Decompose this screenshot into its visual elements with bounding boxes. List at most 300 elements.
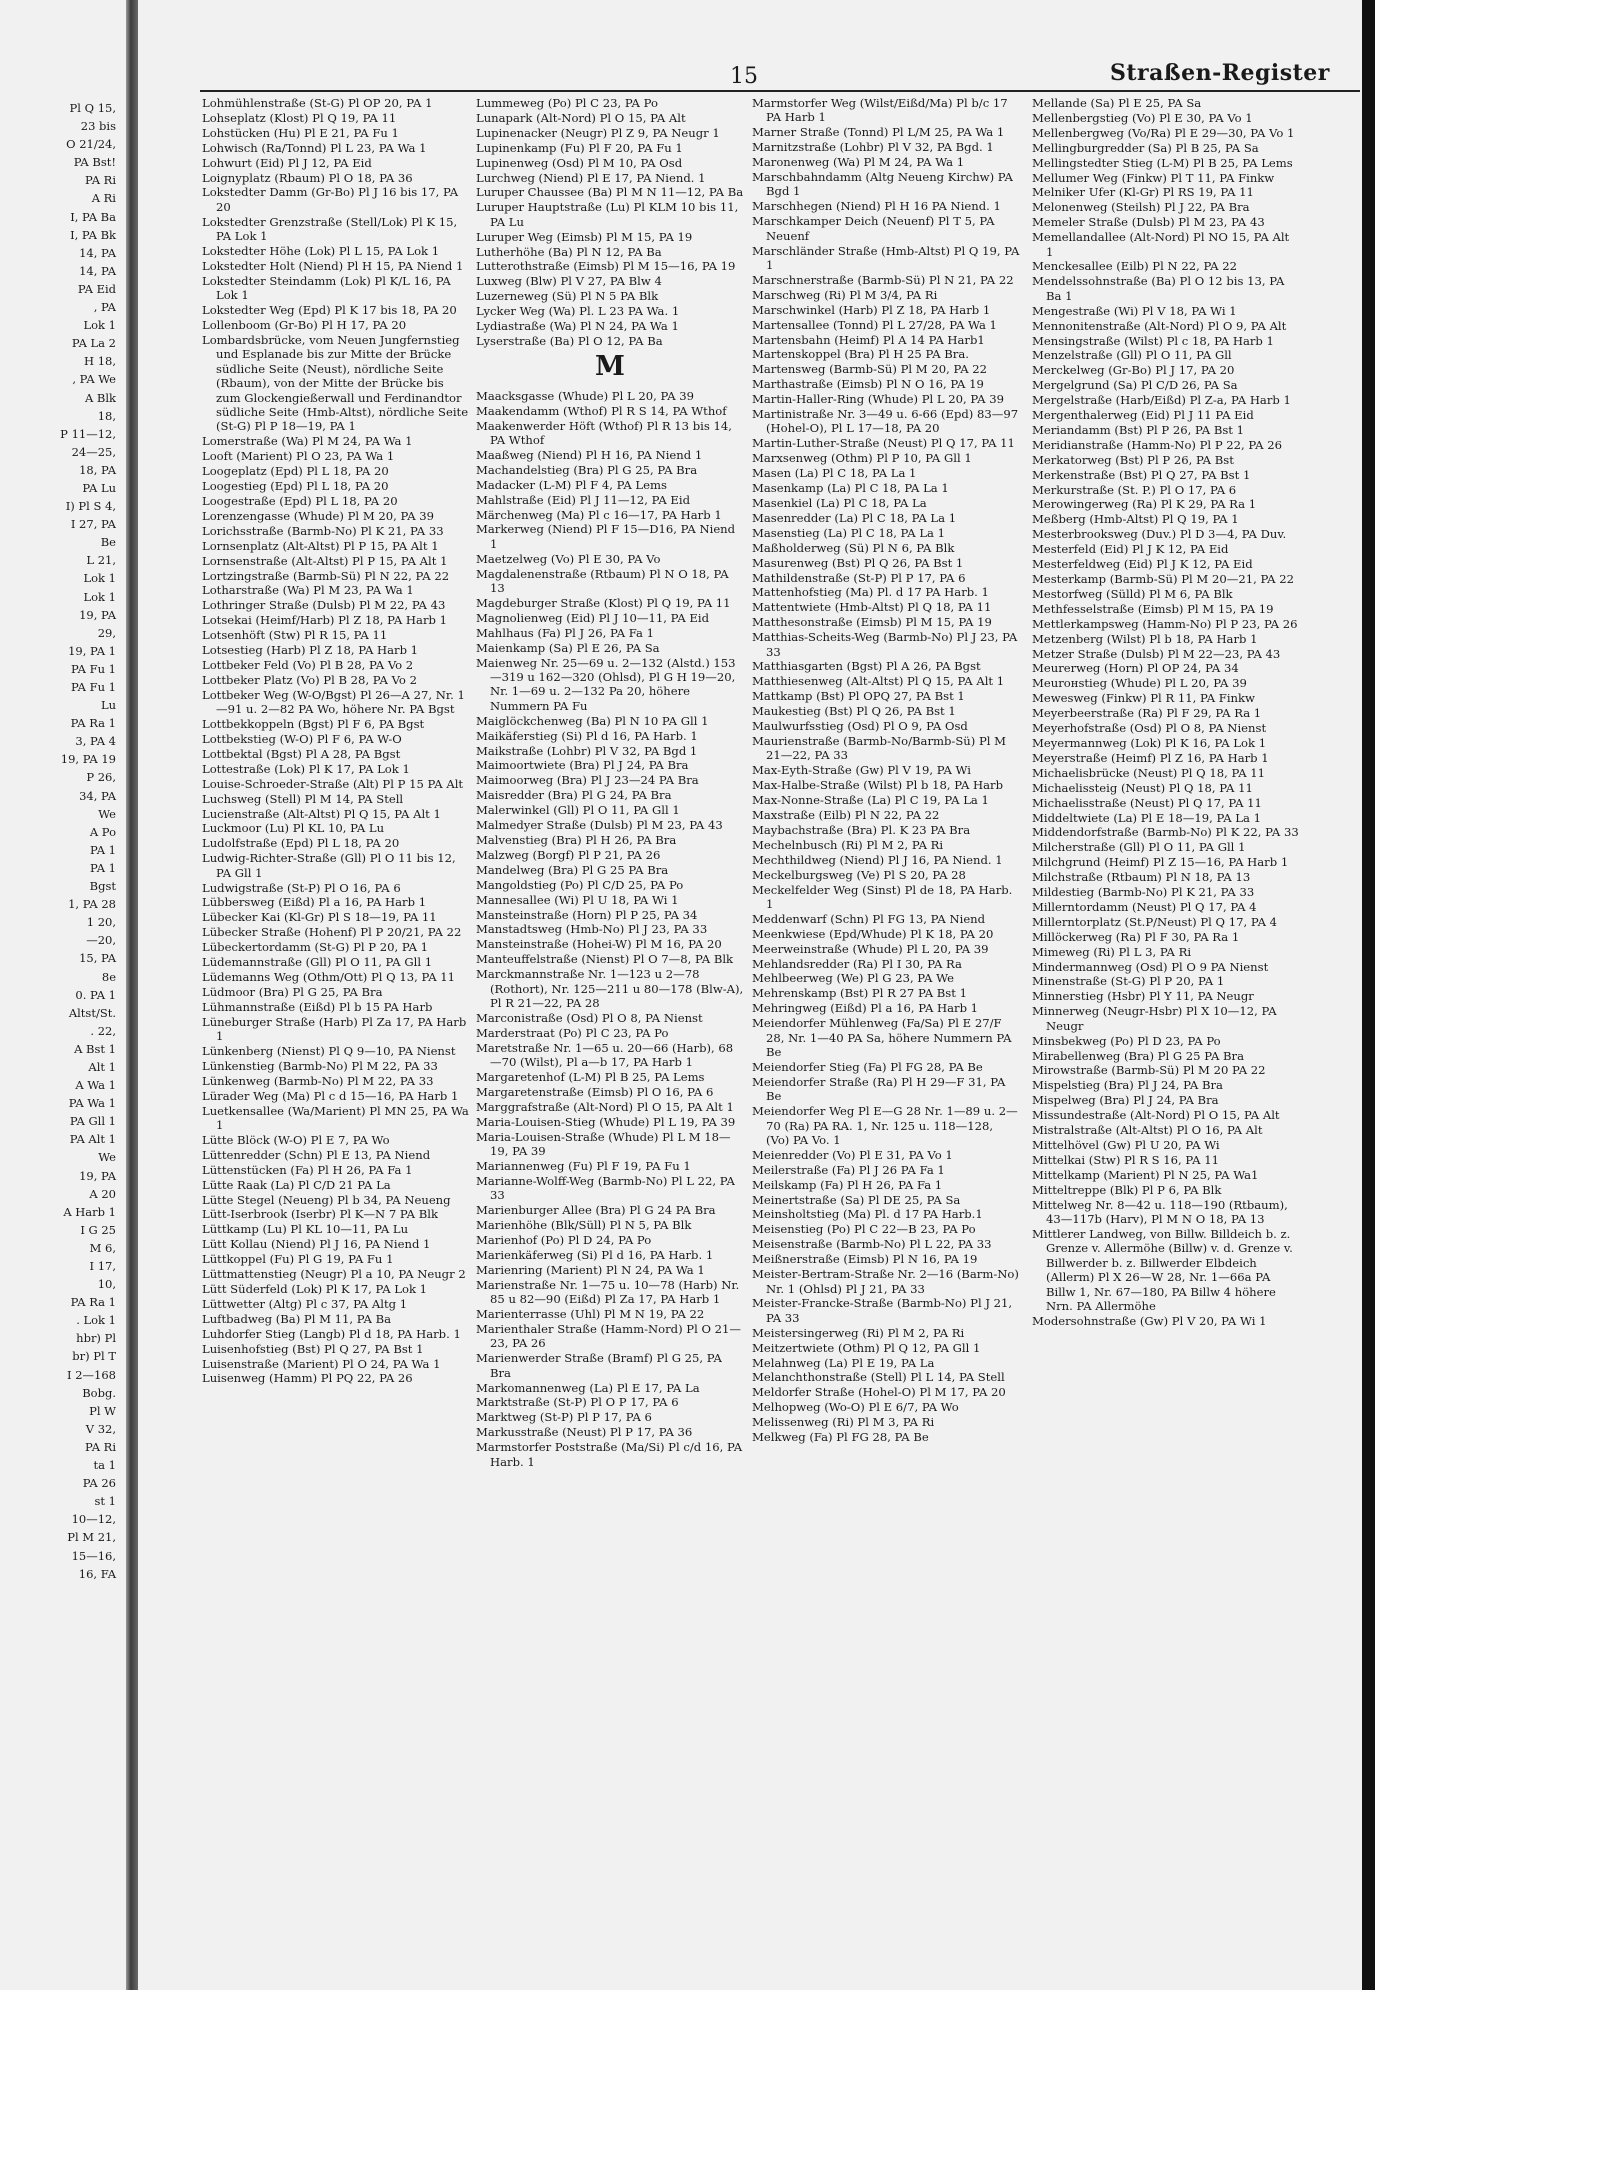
street-entry: Mittelhövel (Gw) Pl U 20, PA Wi xyxy=(1032,1137,1220,1152)
street-entry: Meckelburgsweg (Ve) Pl S 20, PA 28 xyxy=(752,867,966,882)
street-entry: Maukestieg (Bst) Pl Q 26, PA Bst 1 xyxy=(752,704,956,719)
header-rule xyxy=(200,90,1360,92)
street-entry: Merkurstraße (St. P.) Pl O 17, PA 6 xyxy=(1032,482,1237,497)
street-entry: Martinistraße Nr. 3—49 u. 6-66 (Epd) 83—97 (Hohel-O), Pl L 17—18, PA 20 xyxy=(752,407,1019,436)
fragment-line: 19, PA xyxy=(79,607,116,622)
street-entry: Machandelstieg (Bra) Pl G 25, PA Bra xyxy=(476,462,698,477)
street-entry: Maimoorweg (Bra) Pl J 23—24 PA Bra xyxy=(476,773,699,788)
street-entry: Mahlhaus (Fa) Pl J 26, PA Fa 1 xyxy=(476,625,655,640)
street-entry: Maikstraße (Lohbr) Pl V 32, PA Bgd 1 xyxy=(476,743,698,758)
fragment-line: We xyxy=(98,1150,116,1165)
street-entry: Lühmannstraße (Eißd) Pl b 15 PA Harb xyxy=(202,999,433,1014)
fragment-line: PA 1 xyxy=(90,860,116,875)
street-entry: Marschbahndamm (Altg Neueng Kirchw) PA Bgd 1 xyxy=(752,170,1013,199)
fragment-line: PA 1 xyxy=(90,842,116,857)
street-entry: Luhdorfer Stieg (Langb) Pl d 18, PA Harb. 1 xyxy=(202,1326,461,1341)
street-entry: Merckelweg (Gr-Bo) Pl J 17, PA 20 xyxy=(1032,363,1235,378)
fragment-line: 10, xyxy=(97,1277,116,1292)
street-entry: Meiendorfer Weg Pl E—G 28 Nr. 1—89 u. 2—70 (Ra) PA RA. 1, Nr. 125 u. 118—128, (Vo) PA Vo. 1 xyxy=(752,1104,1018,1147)
street-entry: Meistersingerweg (Ri) Pl M 2, PA Ri xyxy=(752,1325,965,1340)
street-entry: Lutherhöhe (Ba) Pl N 12, PA Ba xyxy=(476,244,662,259)
street-entry: Meyerhofstraße (Osd) Pl O 8, PA Nienst xyxy=(1032,721,1267,736)
street-entry: Maikäferstieg (Si) Pl d 16, PA Harb. 1 xyxy=(476,728,698,743)
street-entry: Masenkamp (La) Pl C 18, PA La 1 xyxy=(752,481,949,496)
fragment-line: PA Wa 1 xyxy=(68,1096,116,1111)
fragment-line: PA Ri xyxy=(85,173,116,188)
street-entry: Lortzingstraße (Barmb-Sü) Pl N 22, PA 22 xyxy=(202,568,450,583)
street-entry: Lohwurt (Eid) Pl J 12, PA Eid xyxy=(202,155,372,170)
street-entry: Mahlstraße (Eid) Pl J 11—12, PA Eid xyxy=(476,492,691,507)
column-2 xyxy=(476,96,744,1469)
fragment-line: PA Ri xyxy=(85,1439,116,1454)
street-entry: Lucienstraße (Alt-Altst) Pl Q 15, PA Alt 1 xyxy=(202,806,441,821)
street-entry: Mangoldstieg (Po) Pl C/D 25, PA Po xyxy=(476,877,684,892)
street-entry: Mehrenskamp (Bst) Pl R 27 PA Bst 1 xyxy=(752,986,967,1001)
fragment-line: 14, PA xyxy=(79,245,116,260)
fragment-line: 1, PA 28 xyxy=(68,897,116,912)
fragment-line: Pl M 21, xyxy=(67,1530,116,1545)
street-entry: Memeler Straße (Dulsb) Pl M 23, PA 43 xyxy=(1032,215,1265,230)
street-entry: Lokstedter Steindamm (Lok) Pl K/L 16, PA Lok 1 xyxy=(202,273,451,303)
fragment-line: A 20 xyxy=(89,1186,116,1201)
street-entry: Maronenweg (Wa) Pl M 24, PA Wa 1 xyxy=(752,155,965,170)
street-entry: Mesterfeld (Eid) Pl J K 12, PA Eid xyxy=(1032,542,1229,557)
fragment-line: I 27, PA xyxy=(70,517,116,532)
page-edge xyxy=(1362,0,1375,1990)
street-entry: Luisenhofstieg (Bst) Pl Q 27, PA Bst 1 xyxy=(202,1341,424,1356)
register-title: Straßen-Register xyxy=(1110,60,1330,86)
street-entry: Lottestraße (Lok) Pl K 17, PA Lok 1 xyxy=(202,761,410,776)
street-entry: Methfesselstraße (Eimsb) Pl M 15, PA 19 xyxy=(1032,601,1274,616)
street-entry: Minenstraße (St-G) Pl P 20, PA 1 xyxy=(1032,974,1225,989)
street-entry: Lohstücken (Hu) Pl E 21, PA Fu 1 xyxy=(202,125,399,140)
street-entry: Mirowstraße (Barmb-Sü) Pl M 20 PA 22 xyxy=(1032,1063,1266,1078)
street-entry: Mittelkai (Stw) Pl R S 16, PA 11 xyxy=(1032,1152,1219,1167)
street-entry: Mimeweg (Ri) Pl L 3, PA Ri xyxy=(1032,944,1192,959)
street-entry: Marianne-Wolff-Weg (Barmb-No) Pl L 22, PA 33 xyxy=(476,1173,735,1203)
street-entry: Lüttkoppel (Fu) Pl G 19, PA Fu 1 xyxy=(202,1252,394,1267)
street-entry: Mettlerkampsweg (Hamm-No) Pl P 23, PA 26 xyxy=(1032,616,1298,631)
fragment-line: PA Alt 1 xyxy=(69,1132,116,1147)
street-entry: Marconistraße (Osd) Pl O 8, PA Nienst xyxy=(476,1010,703,1025)
street-entry: Lübbersweg (Eißd) Pl a 16, PA Harb 1 xyxy=(202,895,427,910)
street-entry: Melhopweg (Wo-O) Pl E 6/7, PA Wo xyxy=(752,1400,959,1415)
street-entry: Lottbeker Weg (W-O/Bgst) Pl 26—A 27, Nr. 1—91 u. 2—82 PA Wo, höhere Nr. PA Bgst xyxy=(202,687,465,717)
street-entry: Martensbahn (Heimf) Pl A 14 PA Harb1 xyxy=(752,332,985,347)
fragment-line: I G 25 xyxy=(80,1222,116,1237)
street-entry: Mellingstedter Stieg (L-M) Pl B 25, PA Lems xyxy=(1032,155,1293,170)
column-1 xyxy=(202,96,470,1386)
fragment-line: Be xyxy=(100,535,116,550)
street-entry: Meckelfelder Weg (Sinst) Pl de 18, PA Harb. 1 xyxy=(752,882,1013,911)
street-entry: Mannesallee (Wi) Pl U 18, PA Wi 1 xyxy=(476,892,679,907)
street-entry: Meilskamp (Fa) Pl H 26, PA Fa 1 xyxy=(752,1177,943,1192)
fragment-line: PA Fu 1 xyxy=(70,680,116,694)
fragment-line: A Wa 1 xyxy=(75,1078,116,1093)
street-entry: Mathildenstraße (St-P) Pl P 17, PA 6 xyxy=(752,570,966,585)
fragment-line: I, PA Bk xyxy=(70,227,116,242)
fragment-line: . Lok 1 xyxy=(76,1313,116,1328)
column-4 xyxy=(1032,96,1300,1329)
street-entry: Merkatorweg (Bst) Pl P 26, PA Bst xyxy=(1032,452,1234,467)
street-entry: Lütt Süderfeld (Lok) Pl K 17, PA Lok 1 xyxy=(202,1282,428,1296)
street-entry: Loogestieg (Epd) Pl L 18, PA 20 xyxy=(202,479,389,494)
street-entry: Middendorfstraße (Barmb-No) Pl K 22, PA 33 xyxy=(1032,825,1299,840)
street-entry: Mirabellenweg (Bra) Pl G 25 PA Bra xyxy=(1032,1048,1245,1063)
fragment-line: PA Fu 1 xyxy=(70,661,116,676)
fragment-line: br) Pl T xyxy=(72,1349,116,1364)
street-entry: Marthastraße (Eimsb) Pl N O 16, PA 19 xyxy=(752,377,984,392)
street-entry: Lotsenhöft (Stw) Pl R 15, PA 11 xyxy=(202,628,388,643)
street-entry: Luisenweg (Hamm) Pl PQ 22, PA 26 xyxy=(202,1371,413,1386)
street-entry: Meienredder (Vo) Pl E 31, PA Vo 1 xyxy=(752,1147,953,1162)
street-entry: Marienhof (Po) Pl D 24, PA Po xyxy=(476,1232,652,1247)
street-entry: Meriandamm (Bst) Pl P 26, PA Bst 1 xyxy=(1032,422,1245,437)
fragment-line: Bobg. xyxy=(82,1385,116,1400)
street-entry: Mendelssohnstraße (Ba) Pl O 12 bis 13, PA Ba 1 xyxy=(1032,274,1285,303)
street-entry: Masurenweg (Bst) Pl Q 26, PA Bst 1 xyxy=(752,555,964,570)
street-entry: Mitteltreppe (Blk) Pl P 6, PA Blk xyxy=(1032,1182,1222,1197)
street-entry: Lotsestieg (Harb) Pl Z 18, PA Harb 1 xyxy=(202,643,419,658)
street-entry: Martenskoppel (Bra) Pl H 25 PA Bra. xyxy=(752,347,969,362)
street-entry: Maisredder (Bra) Pl G 24, PA Bra xyxy=(476,788,672,803)
street-entry: Mehlandsredder (Ra) Pl I 30, PA Ra xyxy=(752,956,962,971)
street-entry: Melniker Ufer (Kl-Gr) Pl RS 19, PA 11 xyxy=(1032,185,1254,200)
fragment-line: A Harb 1 xyxy=(63,1204,116,1219)
street-entry: Meiendorfer Mühlenweg (Fa/Sa) Pl E 27/F 28, Nr. 1—40 PA Sa, höhere Nummern PA Be xyxy=(752,1016,1012,1059)
street-entry: Marner Straße (Tonnd) Pl L/M 25, PA Wa 1 xyxy=(752,125,1005,140)
street-entry: Lottbeker Feld (Vo) Pl B 28, PA Vo 2 xyxy=(202,657,414,672)
street-entry: Masenredder (La) Pl C 18, PA La 1 xyxy=(752,510,957,525)
fragment-line: Alt 1 xyxy=(88,1059,116,1074)
fragment-line: PA La 2 xyxy=(71,336,116,351)
street-entry: Marschweg (Ri) Pl M 3/4, PA Ri xyxy=(752,287,938,302)
street-entry: Meddenwarf (Schn) Pl FG 13, PA Niend xyxy=(752,911,986,926)
fragment-line: I 2—168 xyxy=(67,1367,116,1382)
street-entry: Lokstedter Weg (Epd) Pl K 17 bis 18, PA 20 xyxy=(202,303,457,318)
street-entry: Lünkenweg (Barmb-No) Pl M 22, PA 33 xyxy=(202,1073,434,1088)
street-entry: Matthiesenweg (Alt-Altst) Pl Q 15, PA Alt 1 xyxy=(752,674,1005,689)
street-entry: Marktstraße (St-P) Pl O P 17, PA 6 xyxy=(476,1395,679,1410)
street-entry: Lombardsbrücke, vom Neuen Jungfernstieg und Esplanade bis zur Mitte der Brücke südliche Seite (Neust), nördliche Seite (Rbaum), von der Mitte der Brücke bis zum Glockengießerwall und Ferdinandtor südliche Seite (Hmb-Altst), nördliche Seite (St-G) Pl P 18—19, PA 1 xyxy=(202,333,469,434)
street-entry: Marienhöhe (Blk/Süll) Pl N 5, PA Blk xyxy=(476,1218,692,1233)
street-entry: Lummeweg (Po) Pl C 23, PA Po xyxy=(476,96,658,110)
street-entry: Mistralstraße (Alt-Altst) Pl O 16, PA Alt xyxy=(1032,1123,1263,1138)
street-entry: Mispelweg (Bra) Pl J 24, PA Bra xyxy=(1032,1093,1219,1108)
street-entry: Lüttmattenstieg (Neugr) Pl a 10, PA Neugr 2 xyxy=(202,1267,466,1282)
street-entry: Manstadtsweg (Hmb-No) Pl J 23, PA 33 xyxy=(476,922,708,937)
street-entry: Malmedyer Straße (Dulsb) Pl M 23, PA 43 xyxy=(476,818,723,833)
street-entry: Lotsekai (Heimf/Harb) Pl Z 18, PA Harb 1 xyxy=(202,613,447,628)
street-entry: Lünkenberg (Nienst) Pl Q 9—10, PA Nienst xyxy=(202,1044,456,1058)
street-entry: Mergenthalerweg (Eid) Pl J 11 PA Eid xyxy=(1032,408,1254,423)
street-entry: Maakendamm (Wthof) Pl R S 14, PA Wthof xyxy=(476,403,727,418)
street-entry: Mattkamp (Bst) Pl OPQ 27, PA Bst 1 xyxy=(752,689,965,704)
fragment-line: I, PA Ba xyxy=(70,209,116,224)
street-entry: Lüdmoor (Bra) Pl G 25, PA Bra xyxy=(202,984,383,999)
street-entry: Maacksgasse (Whude) Pl L 20, PA 39 xyxy=(476,388,695,403)
fragment-line: —20, xyxy=(86,933,116,948)
street-entry: Lorichsstraße (Barmb-No) Pl K 21, PA 33 xyxy=(202,523,444,538)
fragment-line: 0. PA 1 xyxy=(75,987,116,1002)
street-entry: Mechthildweg (Niend) Pl J 16, PA Niend. 1 xyxy=(752,852,1003,867)
street-entry: Max-Nonne-Straße (La) Pl C 19, PA La 1 xyxy=(752,793,989,808)
street-entry: Magnolienweg (Eid) Pl J 10—11, PA Eid xyxy=(476,610,709,625)
street-entry: Meilerstraße (Fa) Pl J 26 PA Fa 1 xyxy=(752,1162,945,1177)
fragment-line: A Bst 1 xyxy=(74,1041,116,1056)
street-entry: Melkweg (Fa) Pl FG 28, PA Be xyxy=(752,1430,929,1445)
street-entry: Luruper Hauptstraße (Lu) Pl KLM 10 bis 11, PA Lu xyxy=(476,200,739,229)
street-entry: Lüttkamp (Lu) Pl KL 10—11, PA Lu xyxy=(202,1222,409,1237)
street-entry: Luchsweg (Stell) Pl M 14, PA Stell xyxy=(202,791,404,806)
street-entry: Marienwerder Straße (Bramf) Pl G 25, PA Bra xyxy=(476,1351,722,1380)
street-entry: Meyerbeerstraße (Ra) Pl F 29, PA Ra 1 xyxy=(1032,706,1262,721)
street-entry: Mittlerer Landweg, von Billw. Billdeich b. z. Grenze v. Allermöhe (Billw) v. d. Grenze v. Billwerder b. z. Billwerder Elbdeich (Allerm) Pl X 26—W 28, Nr. 1—66a PA Billw 1, Nr. 67—180, PA Billw 4 höhere Nrn. PA Allermöhe xyxy=(1032,1226,1293,1313)
street-entry: Loogeplatz (Epd) Pl L 18, PA 20 xyxy=(202,464,389,479)
street-entry: Ludolfstraße (Epd) Pl L 18, PA 20 xyxy=(202,836,400,851)
street-entry: Mellande (Sa) Pl E 25, PA Sa xyxy=(1032,96,1202,110)
street-entry: Minnerstieg (Hsbr) Pl Y 11, PA Neugr xyxy=(1032,989,1254,1004)
street-entry: Milcherstraße (Gll) Pl O 11, PA Gll 1 xyxy=(1032,840,1246,855)
street-entry: Luzerneweg (Sü) Pl N 5 PA Blk xyxy=(476,289,659,304)
street-entry: Marderstraat (Po) Pl C 23, PA Po xyxy=(476,1025,669,1040)
street-entry: Melahnweg (La) Pl E 19, PA La xyxy=(752,1355,935,1370)
fragment-line: P 26, xyxy=(86,770,116,785)
street-entry: Mennonitenstraße (Alt-Nord) Pl O 9, PA Alt xyxy=(1032,318,1287,333)
street-entry: Malerwinkel (Gll) Pl O 11, PA Gll 1 xyxy=(476,803,680,818)
fragment-line: 19, PA 19 xyxy=(60,752,116,767)
street-entry: Marschnerstraße (Barmb-Sü) Pl N 21, PA 22 xyxy=(752,272,1014,287)
street-entry: Marmstorfer Poststraße (Ma/Si) Pl c/d 16, PA Harb. 1 xyxy=(476,1440,743,1469)
street-entry: Mindermannweg (Osd) Pl O 9 PA Nienst xyxy=(1032,959,1269,974)
fragment-line: 8e xyxy=(101,969,116,984)
street-entry: Mesterbrooksweg (Duv.) Pl D 3—4, PA Duv. xyxy=(1032,527,1287,542)
fragment-line: Altst/St. xyxy=(68,1005,116,1020)
street-entry: Lohseplatz (Klost) Pl Q 19, PA 11 xyxy=(202,110,397,125)
street-entry: Matthias-Scheits-Weg (Barmb-No) Pl J 23, PA 33 xyxy=(752,630,1018,659)
street-entry: Lohwisch (Ra/Tonnd) Pl L 23, PA Wa 1 xyxy=(202,140,427,155)
fragment-line: 18, PA xyxy=(79,462,116,477)
street-entry: Lübeckertordamm (St-G) Pl P 20, PA 1 xyxy=(202,940,429,955)
street-entry: Maria-Louisen-Straße (Whude) Pl L M 18—19, PA 39 xyxy=(476,1129,731,1159)
street-entry: Madacker (L-M) Pl F 4, PA Lems xyxy=(476,477,667,492)
fragment-line: 15—16, xyxy=(71,1548,116,1563)
street-entry: Lüttenredder (Schn) Pl E 13, PA Niend xyxy=(202,1147,431,1162)
street-entry: Meerweinstraße (Whude) Pl L 20, PA 39 xyxy=(752,941,989,956)
street-entry: Lokstedter Holt (Niend) Pl H 15, PA Niend 1 xyxy=(202,258,464,273)
letter-heading: M xyxy=(595,351,625,383)
fragment-line: Lok 1 xyxy=(83,571,116,586)
street-entry: Märchenweg (Ma) Pl c 16—17, PA Harb 1 xyxy=(476,507,722,522)
fragment-line: A Po xyxy=(89,824,116,839)
street-entry: Lübecker Straße (Hohenf) Pl P 20/21, PA 22 xyxy=(202,925,462,940)
street-entry: Mittelkamp (Marient) Pl N 25, PA Wa1 xyxy=(1032,1167,1259,1182)
street-entry: Marienthaler Straße (Hamm-Nord) Pl O 21—23, PA 26 xyxy=(476,1321,742,1351)
street-entry: Mellumer Weg (Finkw) Pl T 11, PA Finkw xyxy=(1032,170,1275,185)
street-entry: Lohmühlenstraße (St-G) Pl OP 20, PA 1 xyxy=(202,96,433,110)
street-entry: Lunapark (Alt-Nord) Pl O 15, PA Alt xyxy=(476,110,686,125)
street-entry: Lycker Weg (Wa) Pl. L 23 PA Wa. 1 xyxy=(476,304,680,319)
fragment-line: I) Pl S 4, xyxy=(65,499,116,514)
street-entry: Maretstraße Nr. 1—65 u. 20—66 (Harb), 68—70 (Wilst), Pl a—b 17, PA Harb 1 xyxy=(476,1040,734,1070)
street-entry: Melissenweg (Ri) Pl M 3, PA Ri xyxy=(752,1415,935,1430)
street-entry: Marxsenweg (Othm) Pl P 10, PA Gll 1 xyxy=(752,451,972,466)
street-entry: Magdalenenstraße (Rtbaum) Pl N O 18, PA 13 xyxy=(476,566,729,596)
fragment-line: 14, PA xyxy=(79,263,116,278)
street-entry: Merowingerweg (Ra) Pl K 29, PA Ra 1 xyxy=(1032,497,1257,512)
street-entry: Mestorfweg (Sülld) Pl M 6, PA Blk xyxy=(1032,586,1233,601)
street-entry: Mattenhofstieg (Ma) Pl. d 17 PA Harb. 1 xyxy=(752,585,989,600)
street-entry: Ludwig-Richter-Straße (Gll) Pl O 11 bis 12, PA Gll 1 xyxy=(202,851,456,880)
fragment-line: 16, FA xyxy=(78,1566,116,1581)
fragment-line: A Ri xyxy=(91,191,116,206)
fragment-line: H 18, xyxy=(84,354,116,369)
fragment-line: O 21/24, xyxy=(66,137,116,152)
street-entry: Markusstraße (Neust) Pl P 17, PA 36 xyxy=(476,1425,693,1440)
street-entry: Millöckerweg (Ra) Pl F 30, PA Ra 1 xyxy=(1032,929,1240,944)
street-entry: Lütte Blöck (W-O) Pl E 7, PA Wo xyxy=(202,1132,390,1147)
street-entry: Masenstieg (La) Pl C 18, PA La 1 xyxy=(752,525,946,540)
street-entry: Lütt-Iserbrook (Iserbr) Pl K—N 7 PA Blk xyxy=(202,1207,438,1222)
fragment-line: 23 bis xyxy=(80,119,116,134)
street-entry: Mattentwiete (Hmb-Altst) Pl Q 18, PA 11 xyxy=(752,600,992,615)
street-entry: Maimoortwiete (Bra) Pl J 24, PA Bra xyxy=(476,758,689,773)
street-entry: Meister-Bertram-Straße Nr. 2—16 (Barm-No) Nr. 1 (Ohlsd) Pl J 21, PA 33 xyxy=(752,1267,1019,1296)
street-entry: Ludwigstraße (St-P) Pl O 16, PA 6 xyxy=(202,880,401,895)
street-entry: Meiendorfer Straße (Ra) Pl H 29—F 31, PA Be xyxy=(752,1074,1006,1104)
street-entry: Maienkamp (Sa) Pl E 26, PA Sa xyxy=(476,640,660,655)
fragment-line: 29, xyxy=(97,625,116,640)
street-entry: Meyermannweg (Lok) Pl K 16, PA Lok 1 xyxy=(1032,735,1267,750)
street-entry: Mensingstraße (Wilst) Pl c 18, PA Harb 1 xyxy=(1032,333,1274,348)
street-entry: Mittelweg Nr. 8—42 u. 118—190 (Rtbaum), 43—117b (Harv), Pl M N O 18, PA 13 xyxy=(1032,1197,1288,1226)
street-entry: Lothringer Straße (Dulsb) Pl M 22, PA 43 xyxy=(202,598,446,613)
street-entry: Maßholderweg (Sü) Pl N 6, PA Blk xyxy=(752,540,955,555)
previous-page-margin xyxy=(0,100,120,1584)
street-entry: Marktweg (St-P) Pl P 17, PA 6 xyxy=(476,1410,652,1425)
street-entry: Maybachstraße (Bra) Pl. K 23 PA Bra xyxy=(752,822,971,837)
street-entry: Loignyplatz (Rbaum) Pl O 18, PA 36 xyxy=(202,170,413,185)
street-entry: Maulwurfsstieg (Osd) Pl O 9, PA Osd xyxy=(752,719,968,734)
street-entry: Luxweg (Blw) Pl V 27, PA Blw 4 xyxy=(476,274,662,289)
street-entry: Maurienstraße (Barmb-No/Barmb-Sü) Pl M 21—22, PA 33 xyxy=(752,733,1007,763)
street-entry: Marienstraße Nr. 1—75 u. 10—78 (Harb) Nr. 85 u 82—90 (Eißd) Pl Za 17, PA Harb 1 xyxy=(476,1277,740,1307)
fragment-line: PA Ra 1 xyxy=(70,716,116,731)
street-entry: Mehringweg (Eißd) Pl a 16, PA Harb 1 xyxy=(752,1001,979,1016)
street-entry: Luisenstraße (Marient) Pl O 24, PA Wa 1 xyxy=(202,1356,441,1371)
street-entry: Marnitzstraße (Lohbr) Pl V 32, PA Bgd. 1 xyxy=(752,140,994,155)
fragment-line: PA Lu xyxy=(82,480,116,495)
street-entry: Mellenbergstieg (Vo) Pl E 30, PA Vo 1 xyxy=(1032,110,1253,125)
street-entry: Metzer Straße (Dulsb) Pl M 22—23, PA 43 xyxy=(1032,646,1281,661)
street-entry: Meurонstieg (Whude) Pl L 20, PA 39 xyxy=(1032,676,1247,691)
street-entry: Max-Eyth-Straße (Gw) Pl V 19, PA Wi xyxy=(752,763,971,778)
street-entry: Mildestieg (Barmb-No) Pl K 21, PA 33 xyxy=(1032,885,1255,900)
street-entry: Missundestraße (Alt-Nord) Pl O 15, PA Alt xyxy=(1032,1108,1280,1123)
fragment-line: We xyxy=(98,806,116,821)
street-entry: Lütt Kollau (Niend) Pl J 16, PA Niend 1 xyxy=(202,1237,431,1252)
fragment-line: A Blk xyxy=(84,390,116,405)
street-entry: Lübecker Kai (Kl-Gr) Pl S 18—19, PA 11 xyxy=(202,910,437,925)
street-entry: Lokstedter Grenzstraße (Stell/Lok) Pl K 15, PA Lok 1 xyxy=(202,214,458,244)
street-entry: Maaßweg (Niend) Pl H 16, PA Niend 1 xyxy=(476,447,703,462)
street-entry: Martensallee (Tonnd) Pl L 27/28, PA Wa 1 xyxy=(752,317,997,332)
street-entry: Milchstraße (Rtbaum) Pl N 18, PA 13 xyxy=(1032,870,1251,885)
street-entry: Masen (La) Pl C 18, PA La 1 xyxy=(752,466,917,481)
street-entry: Millerntorplatz (St.P/Neust) Pl Q 17, PA 4 xyxy=(1032,914,1278,929)
fragment-line: Lok 1 xyxy=(83,589,116,604)
street-entry: Malzweg (Borgf) Pl P 21, PA 26 xyxy=(476,847,661,862)
street-entry: Matthiasgarten (Bgst) Pl A 26, PA Bgst xyxy=(752,659,981,674)
fragment-line: 10—12, xyxy=(71,1512,116,1527)
street-entry: Lütte Stegel (Neueng) Pl b 34, PA Neueng xyxy=(202,1192,451,1207)
street-entry: Mandelweg (Bra) Pl G 25 PA Bra xyxy=(476,862,669,877)
street-entry: Lornsenstraße (Alt-Altst) Pl P 15, PA Alt 1 xyxy=(202,553,448,568)
street-entry: Luruper Chaussee (Ba) Pl M N 11—12, PA Ba xyxy=(476,185,744,200)
book-fold xyxy=(126,0,138,1990)
street-entry: Max-Halbe-Straße (Wilst) Pl b 18, PA Harb xyxy=(752,778,1003,793)
fragment-line: Lu xyxy=(100,698,116,713)
fragment-line: V 32, xyxy=(85,1421,116,1436)
street-entry: Luckmoor (Lu) Pl KL 10, PA Lu xyxy=(202,821,385,836)
street-entry: Lüdemannstraße (Gll) Pl O 11, PA Gll 1 xyxy=(202,955,433,970)
street-entry: Lydiastraße (Wa) Pl N 24, PA Wa 1 xyxy=(476,319,679,334)
fragment-line: hbr) Pl xyxy=(76,1331,116,1346)
street-entry: Lüttwetter (Altg) Pl c 37, PA Altg 1 xyxy=(202,1296,408,1311)
street-entry: Marggrafstraße (Alt-Nord) Pl O 15, PA Alt 1 xyxy=(476,1099,734,1114)
street-entry: Maetzelweg (Vo) Pl E 30, PA Vo xyxy=(476,551,661,566)
street-entry: Meiendorfer Stieg (Fa) Pl FG 28, PA Be xyxy=(752,1059,983,1074)
street-entry: Lorenzengasse (Whude) Pl M 20, PA 39 xyxy=(202,508,435,523)
street-entry: Meinertstraße (Sa) Pl DE 25, PA Sa xyxy=(752,1192,961,1207)
fragment-line: 18, xyxy=(97,408,116,423)
street-entry: Marienterrasse (Uhl) Pl M N 19, PA 22 xyxy=(476,1307,705,1321)
street-entry: Markomannenweg (La) Pl E 17, PA La xyxy=(476,1380,700,1395)
street-entry: Meridianstraße (Hamm-No) Pl P 22, PA 26 xyxy=(1032,437,1282,452)
fragment-line: . 22, xyxy=(90,1023,116,1038)
street-entry: Maakenwerder Höft (Wthof) Pl R 13 bis 14, PA Wthof xyxy=(476,418,732,448)
street-entry: Lotharstraße (Wa) Pl M 23, PA Wa 1 xyxy=(202,583,414,598)
street-entry: Meitzertwiete (Othm) Pl Q 12, PA Gll 1 xyxy=(752,1340,981,1355)
street-entry: Mergelgrund (Sa) Pl C/D 26, PA Sa xyxy=(1032,378,1238,393)
street-entry: Lomerstraße (Wa) Pl M 24, PA Wa 1 xyxy=(202,434,413,449)
street-entry: Meisenstieg (Po) Pl C 22—B 23, PA Po xyxy=(752,1222,976,1237)
street-entry: Lurchweg (Niend) Pl E 17, PA Niend. 1 xyxy=(476,170,706,185)
street-entry: Lupinenweg (Osd) Pl M 10, PA Osd xyxy=(476,155,683,170)
street-entry: Millerntordamm (Neust) Pl Q 17, PA 4 xyxy=(1032,899,1257,914)
street-entry: Menzelstraße (Gll) Pl O 11, PA Gll xyxy=(1032,348,1232,363)
street-entry: Martensweg (Barmb-Sü) Pl M 20, PA 22 xyxy=(752,362,988,377)
street-entry: Loogestraße (Epd) Pl L 18, PA 20 xyxy=(202,493,398,508)
street-entry: Marckmannstraße Nr. 1—123 u 2—78 (Rothort), Nr. 125—211 u 80—178 (Blw-A), Pl R 21—22, PA 28 xyxy=(476,967,744,1010)
street-entry: Martin-Luther-Straße (Neust) Pl Q 17, PA 11 xyxy=(752,436,1015,451)
fragment-line: Lok 1 xyxy=(83,318,116,333)
street-entry: Luftbadweg (Ba) Pl M 11, PA Ba xyxy=(202,1311,392,1326)
street-entry: Michaelisstraße (Neust) Pl Q 17, PA 11 xyxy=(1032,795,1262,810)
fragment-line: PA Bst! xyxy=(73,155,116,170)
street-entry: Marschländer Straße (Hmb-Altst) Pl Q 19, PA 1 xyxy=(752,243,1020,272)
street-entry: Mechelnbusch (Ri) Pl M 2, PA Ri xyxy=(752,837,944,852)
street-entry: Merkenstraße (Bst) Pl Q 27, PA Bst 1 xyxy=(1032,467,1251,482)
fragment-line: PA Ra 1 xyxy=(70,1295,116,1310)
street-entry: Mesterfeldweg (Eid) Pl J K 12, PA Eid xyxy=(1032,557,1253,572)
street-entry: Maria-Louisen-Stieg (Whude) Pl L 19, PA 39 xyxy=(476,1114,736,1129)
fragment-line: PA 26 xyxy=(82,1476,116,1491)
street-entry: Looft (Marient) Pl O 23, PA Wa 1 xyxy=(202,449,395,464)
street-entry: Meßberg (Hmb-Altst) Pl Q 19, PA 1 xyxy=(1032,512,1239,527)
fragment-line: PA Gll 1 xyxy=(69,1114,116,1129)
street-entry: Martin-Haller-Ring (Whude) Pl L 20, PA 39 xyxy=(752,392,1004,407)
